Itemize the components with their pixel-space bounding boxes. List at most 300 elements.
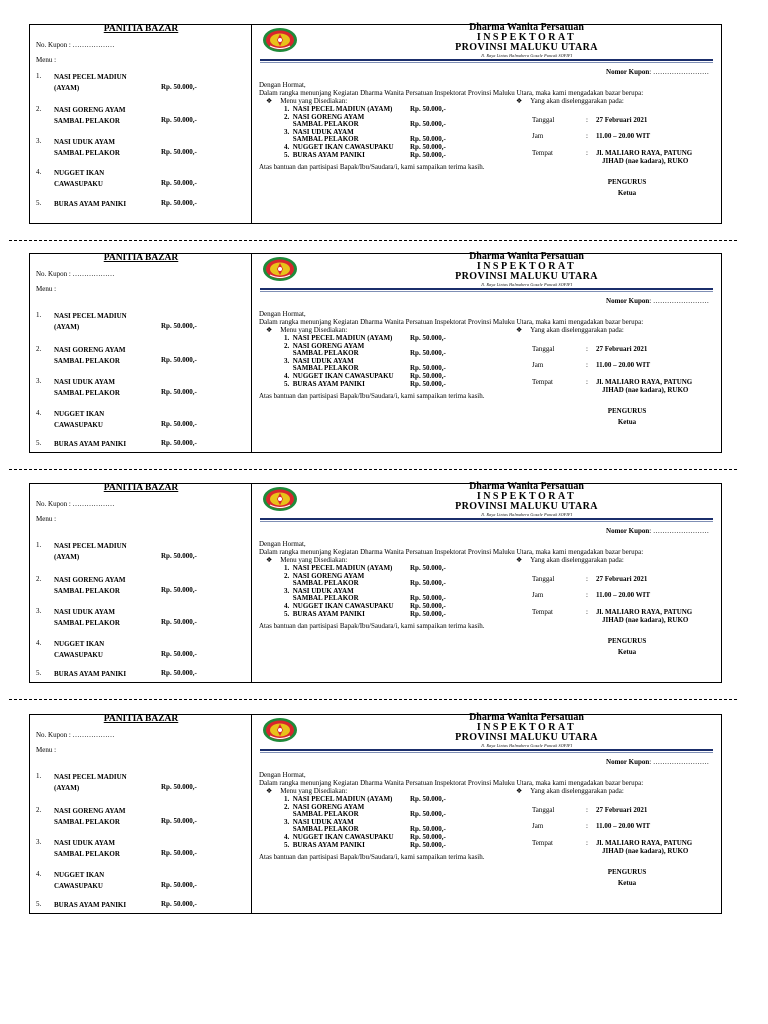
bazar-coupon-1: [29, 24, 722, 224]
greeting: [259, 771, 643, 787]
place-value: [596, 608, 692, 624]
stub-item-number: 3.: [36, 377, 42, 385]
stub-item-name-line-1: NUGGET IKAN: [54, 169, 105, 177]
org-name: Dharma Wanita Persatuan: [469, 712, 584, 723]
place-colon: :: [586, 608, 588, 616]
header-rule: [260, 749, 713, 751]
place-line-1: Jl. MALIARO RAYA, PATUNG: [596, 149, 693, 157]
diamond-bullet-icon: ❖: [516, 787, 523, 795]
stub-item-name-line-2: CAWASUPAKU: [54, 651, 103, 659]
org-unit: INSPEKTORAT: [476, 261, 577, 272]
diamond-bullet-icon: ❖: [516, 326, 523, 334]
time-colon: :: [586, 591, 588, 599]
coupon-stub: [30, 254, 252, 452]
date-label: Tanggal: [532, 806, 555, 814]
org-province: PROVINSI MALUKU UTARA: [455, 732, 598, 743]
stub-item-price: Rp. 50.000,-: [161, 148, 197, 156]
stub-item-name: [54, 870, 104, 892]
stub-item-name: [54, 311, 127, 333]
stub-item-price: Rp. 50.000,-: [161, 179, 197, 187]
stub-coupon-number: No. Kupon : ………………: [36, 41, 115, 49]
event-heading-text: Yang akan diselenggarakan pada:: [530, 556, 624, 564]
time-label: Jam: [532, 132, 544, 140]
stub-item-name: [54, 199, 126, 210]
greeting: [259, 81, 643, 97]
diamond-bullet-icon: ❖: [266, 787, 273, 795]
event-heading: [516, 787, 624, 795]
stub-item-name-line-1: NASI UDUK AYAM: [54, 608, 115, 616]
coupon-body: [252, 712, 721, 913]
stub-item-name-line-2: SAMBAL PELAKOR: [54, 818, 120, 826]
place-colon: :: [586, 378, 588, 386]
coupon-number: [606, 297, 709, 305]
stub-menu-label: Menu :: [36, 746, 57, 754]
header-rule: [260, 288, 713, 290]
stub-item-name-line-1: NUGGET IKAN: [54, 410, 105, 418]
signature-block: [582, 867, 672, 889]
bazar-coupon-2: [29, 253, 722, 453]
menu-line-text: 4. NUGGET IKAN CAWASUPAKU: [284, 833, 394, 841]
coupon-body: [252, 251, 721, 452]
menu-line-text: 1. NASI PECEL MADIUN (AYAM): [284, 564, 393, 572]
time-colon: :: [586, 822, 588, 830]
menu-heading-text: Menu yang Disediakan:: [280, 556, 348, 564]
event-heading-text: Yang akan diselenggarakan pada:: [530, 97, 624, 105]
stub-title: PANITIA BAZAR: [103, 483, 179, 493]
stub-item-price: Rp. 50.000,-: [161, 669, 197, 677]
place-line-1: Jl. MALIARO RAYA, PATUNG: [596, 839, 693, 847]
stub-item-name-line-1: NASI GORENG AYAM: [54, 807, 126, 815]
stub-item-number: 1.: [36, 72, 42, 80]
menu-line-price: Rp. 50.000,-: [410, 150, 446, 159]
coupon-number-value: : ……………………: [649, 68, 709, 76]
stub-item-name: [54, 772, 127, 794]
salutation: Dengan Hormat,: [259, 310, 306, 318]
menu-line-price: Rp. 50.000,-: [410, 105, 446, 113]
stub-item-number: 4.: [36, 870, 42, 878]
stub-item-name: [54, 137, 120, 159]
stub-item-number: 1.: [36, 541, 42, 549]
stub-item-name-line-2: CAWASUPAKU: [54, 882, 103, 890]
coupon-number-value: : ……………………: [649, 758, 709, 766]
date-label: Tanggal: [532, 575, 555, 583]
stub-item-name-line-2: SAMBAL PELAKOR: [54, 117, 120, 125]
stub-item-name: [54, 838, 120, 860]
org-name: Dharma Wanita Persatuan: [469, 251, 584, 262]
stub-item-number: 4.: [36, 168, 42, 176]
place-value: [596, 839, 692, 855]
stub-item-price: Rp. 50.000,-: [161, 881, 197, 889]
menu-line-text: SAMBAL PELAKOR: [284, 825, 359, 834]
menu-heading-text: Menu yang Disediakan:: [280, 787, 348, 795]
stub-item-name: [54, 639, 104, 661]
header-rule-thin: [260, 521, 713, 522]
dharma-wanita-emblem-icon: [262, 486, 298, 512]
stub-item-price: Rp. 50.000,-: [161, 552, 197, 560]
menu-line-text: 3. NASI UDUK AYAM: [284, 586, 354, 595]
coupon-number-value: : ……………………: [649, 527, 709, 535]
stub-coupon-number: No. Kupon : ………………: [36, 270, 115, 278]
time-label: Jam: [532, 361, 544, 369]
stub-item-name: [54, 345, 125, 367]
menu-line-price: Rp. 50.000,-: [410, 143, 446, 151]
stub-item-price: Rp. 50.000,-: [161, 900, 197, 908]
stub-item-name: [54, 409, 104, 431]
stub-item-name-line-1: NASI GORENG AYAM: [54, 106, 126, 114]
header-rule-thin: [260, 291, 713, 292]
stub-item-name: [54, 607, 120, 629]
date-colon: :: [586, 575, 588, 583]
stub-item-name-line-2: SAMBAL PELAKOR: [54, 850, 120, 858]
bazar-coupon-4: [29, 714, 722, 914]
stub-item-number: 5.: [36, 900, 42, 908]
stub-item-name-line-1: BURAS AYAM PANIKI: [54, 440, 127, 448]
date-colon: :: [586, 345, 588, 353]
menu-line-text: 4. NUGGET IKAN CAWASUPAKU: [284, 143, 394, 151]
stub-item-price: Rp. 50.000,-: [161, 849, 197, 857]
stub-item-price: Rp. 50.000,-: [161, 420, 197, 428]
place-line-2: JIHAD (nae kadara), RUKO: [602, 157, 689, 165]
place-line-1: Jl. MALIARO RAYA, PATUNG: [596, 378, 693, 386]
stub-item-number: 2.: [36, 806, 42, 814]
stub-item-name-line-1: NUGGET IKAN: [54, 640, 105, 648]
menu-line-text: SAMBAL PELAKOR: [284, 579, 359, 588]
org-province: PROVINSI MALUKU UTARA: [455, 271, 598, 282]
place-label: Tempat: [532, 839, 553, 847]
stub-item-name-line-1: BURAS AYAM PANIKI: [54, 200, 127, 208]
signature-block: [582, 177, 672, 199]
time-colon: :: [586, 132, 588, 140]
place-label: Tempat: [532, 149, 553, 157]
stub-item-number: 3.: [36, 607, 42, 615]
stub-menu-label: Menu :: [36, 515, 57, 523]
date-colon: :: [586, 116, 588, 124]
stub-item-price: Rp. 50.000,-: [161, 322, 197, 330]
stub-item-name-line-1: BURAS AYAM PANIKI: [54, 670, 127, 678]
stub-item-name-line-2: CAWASUPAKU: [54, 421, 103, 429]
menu-line-text: SAMBAL PELAKOR: [284, 810, 359, 819]
org-name: Dharma Wanita Persatuan: [469, 22, 584, 33]
menu-line-price: Rp. 50.000,-: [410, 594, 446, 603]
menu-line-price: Rp. 50.000,-: [410, 364, 446, 373]
stub-item-price: Rp. 50.000,-: [161, 199, 197, 207]
place-colon: :: [586, 149, 588, 157]
menu-line-text: 1. NASI PECEL MADIUN (AYAM): [284, 105, 393, 113]
stub-item-number: 1.: [36, 311, 42, 319]
salutation: Dengan Hormat,: [259, 81, 306, 89]
thanks-text: Atas bantuan dan partisipasi Bapak/Ibu/Saudara/i, kami sampaikan terima kasih.: [259, 622, 485, 630]
dharma-wanita-emblem-icon: [262, 27, 298, 53]
stub-item-name-line-2: (AYAM): [54, 84, 80, 92]
menu-line-text: SAMBAL PELAKOR: [284, 364, 359, 373]
coupon-number: [606, 527, 709, 535]
date-label: Tanggal: [532, 116, 555, 124]
menu-line-text: 1. NASI PECEL MADIUN (AYAM): [284, 795, 393, 803]
coupon-number-label: Nomor Kupon: [606, 758, 650, 766]
menu-line-price: Rp. 50.000,-: [410, 602, 446, 610]
org-address: Jl. Raya Lintas Halmahera Gosale Puncak SOFIFI: [480, 53, 573, 58]
time-label: Jam: [532, 822, 544, 830]
chair-label: Ketua: [617, 189, 637, 197]
committee-label: PENGURUS: [607, 637, 647, 645]
stub-item-name-line-1: NASI PECEL MADIUN: [54, 773, 127, 781]
menu-line-text: 5. BURAS AYAM PANIKI: [284, 150, 365, 159]
menu-line-text: 5. BURAS AYAM PANIKI: [284, 609, 365, 618]
chair-label: Ketua: [617, 648, 637, 656]
stub-item-price: Rp. 50.000,-: [161, 356, 197, 364]
diamond-bullet-icon: ❖: [266, 556, 273, 564]
stub-item-number: 5.: [36, 199, 42, 207]
menu-line-price: Rp. 50.000,-: [410, 564, 446, 572]
diamond-bullet-icon: ❖: [266, 97, 273, 105]
coupon-body: [252, 481, 721, 682]
place-colon: :: [586, 839, 588, 847]
stub-item-name-line-1: NASI PECEL MADIUN: [54, 312, 127, 320]
stub-item-number: 4.: [36, 409, 42, 417]
signature-block: [582, 406, 672, 428]
menu-line-text: 2. NASI GORENG AYAM: [284, 802, 365, 811]
menu-line-price: Rp. 50.000,-: [410, 379, 446, 388]
organization-header: [332, 252, 721, 288]
menu-line-text: SAMBAL PELAKOR: [284, 120, 359, 129]
stub-item-name-line-1: NASI GORENG AYAM: [54, 576, 126, 584]
thanks-text: Atas bantuan dan partisipasi Bapak/Ibu/Saudara/i, kami sampaikan terima kasih.: [259, 163, 485, 171]
org-unit: INSPEKTORAT: [476, 722, 577, 733]
menu-line-price: Rp. 50.000,-: [410, 120, 446, 129]
stub-item-number: 5.: [36, 439, 42, 447]
stub-item-price: Rp. 50.000,-: [161, 650, 197, 658]
menu-line-text: SAMBAL PELAKOR: [284, 594, 359, 603]
menu-line-text: 5. BURAS AYAM PANIKI: [284, 379, 365, 388]
dharma-wanita-emblem-icon: [262, 256, 298, 282]
header-rule: [260, 518, 713, 520]
chair-label: Ketua: [617, 418, 637, 426]
stub-item-name: [54, 669, 126, 680]
cut-line: [9, 469, 737, 470]
stub-item-name-line-1: NUGGET IKAN: [54, 871, 105, 879]
menu-heading: [266, 97, 347, 105]
bazar-coupon-3: [29, 483, 722, 683]
coupon-number-label: Nomor Kupon: [606, 527, 650, 535]
committee-label: PENGURUS: [607, 407, 647, 415]
place-line-1: Jl. MALIARO RAYA, PATUNG: [596, 608, 693, 616]
stub-item-number: 5.: [36, 669, 42, 677]
committee-label: PENGURUS: [607, 178, 647, 186]
stub-item-name-line-2: SAMBAL PELAKOR: [54, 619, 120, 627]
time-value: 11.00 – 20.00 WIT: [596, 822, 651, 830]
committee-label: PENGURUS: [607, 868, 647, 876]
menu-line-price: Rp. 50.000,-: [410, 372, 446, 380]
coupon-stub: [30, 715, 252, 913]
menu-line-text: SAMBAL PELAKOR: [284, 135, 359, 144]
coupon-body: [252, 22, 721, 223]
event-heading-text: Yang akan diselenggarakan pada:: [530, 787, 624, 795]
menu-line-text: 3. NASI UDUK AYAM: [284, 817, 354, 826]
menu-line-text: SAMBAL PELAKOR: [284, 349, 359, 358]
coupon-number: [606, 68, 709, 76]
stub-item-price: Rp. 50.000,-: [161, 817, 197, 825]
intro-text: Dalam rangka menunjang Kegiatan Dharma Wanita Persatuan Inspektorat Provinsi Maluku Utara, maka kami mengadakan bazar berupa:: [259, 318, 644, 326]
stub-item-price: Rp. 50.000,-: [161, 388, 197, 396]
stub-title: PANITIA BAZAR: [103, 253, 179, 263]
place-line-2: JIHAD (nae kadara), RUKO: [602, 847, 689, 855]
stub-item-name-line-1: NASI UDUK AYAM: [54, 378, 115, 386]
stub-coupon-number: No. Kupon : ………………: [36, 731, 115, 739]
org-unit: INSPEKTORAT: [476, 32, 577, 43]
date-value: 27 Februari 2021: [596, 116, 648, 124]
diamond-bullet-icon: ❖: [266, 326, 273, 334]
event-heading: [516, 97, 624, 105]
stub-item-number: 3.: [36, 137, 42, 145]
org-address: Jl. Raya Lintas Halmahera Gosale Puncak SOFIFI: [480, 512, 573, 517]
intro-text: Dalam rangka menunjang Kegiatan Dharma Wanita Persatuan Inspektorat Provinsi Maluku Utara, maka kami mengadakan bazar berupa:: [259, 548, 644, 556]
menu-line-price: Rp. 50.000,-: [410, 579, 446, 588]
chair-label: Ketua: [617, 879, 637, 887]
stub-item-number: 3.: [36, 838, 42, 846]
stub-item-number: 1.: [36, 772, 42, 780]
intro-text: Dalam rangka menunjang Kegiatan Dharma Wanita Persatuan Inspektorat Provinsi Maluku Utara, maka kami mengadakan bazar berupa:: [259, 89, 644, 97]
org-address: Jl. Raya Lintas Halmahera Gosale Puncak SOFIFI: [480, 743, 573, 748]
stub-item-name-line-2: SAMBAL PELAKOR: [54, 149, 120, 157]
event-heading: [516, 326, 624, 334]
stub-item-number: 2.: [36, 345, 42, 353]
stub-item-name: [54, 377, 120, 399]
stub-item-name-line-1: NASI GORENG AYAM: [54, 346, 126, 354]
dharma-wanita-emblem-icon: [262, 717, 298, 743]
org-province: PROVINSI MALUKU UTARA: [455, 42, 598, 53]
cut-line: [9, 699, 737, 700]
salutation: Dengan Hormat,: [259, 771, 306, 779]
stub-item-name: [54, 105, 125, 127]
menu-line-text: 4. NUGGET IKAN CAWASUPAKU: [284, 602, 394, 610]
intro-text: Dalam rangka menunjang Kegiatan Dharma Wanita Persatuan Inspektorat Provinsi Maluku Utara, maka kami mengadakan bazar berupa:: [259, 779, 644, 787]
salutation: Dengan Hormat,: [259, 540, 306, 548]
header-rule: [260, 59, 713, 61]
menu-line-price: Rp. 50.000,-: [410, 795, 446, 803]
stub-item-name: [54, 900, 126, 911]
coupon-stub: [30, 484, 252, 682]
stub-item-name-line-2: CAWASUPAKU: [54, 180, 103, 188]
menu-line-price: Rp. 50.000,-: [410, 825, 446, 834]
stub-item-price: Rp. 50.000,-: [161, 783, 197, 791]
stub-item-name-line-1: NASI PECEL MADIUN: [54, 73, 127, 81]
menu-line-price: Rp. 50.000,-: [410, 810, 446, 819]
org-address: Jl. Raya Lintas Halmahera Gosale Puncak SOFIFI: [480, 282, 573, 287]
organization-header: [332, 23, 721, 59]
stub-item-number: 2.: [36, 105, 42, 113]
time-colon: :: [586, 361, 588, 369]
org-name: Dharma Wanita Persatuan: [469, 481, 584, 492]
greeting: [259, 540, 643, 556]
stub-item-name: [54, 439, 126, 450]
time-value: 11.00 – 20.00 WIT: [596, 132, 651, 140]
menu-heading-text: Menu yang Disediakan:: [280, 97, 348, 105]
menu-line-price: Rp. 50.000,-: [410, 609, 446, 618]
cut-line: [9, 240, 737, 241]
diamond-bullet-icon: ❖: [516, 556, 523, 564]
menu-line-price: Rp. 50.000,-: [410, 840, 446, 849]
stub-item-price: Rp. 50.000,-: [161, 83, 197, 91]
stub-item-name-line-2: (AYAM): [54, 323, 80, 331]
menu-line-price: Rp. 50.000,-: [410, 135, 446, 144]
menu-line-price: Rp. 50.000,-: [410, 349, 446, 358]
stub-item-price: Rp. 50.000,-: [161, 439, 197, 447]
stub-title: PANITIA BAZAR: [103, 714, 179, 724]
thanks-text: Atas bantuan dan partisipasi Bapak/Ibu/Saudara/i, kami sampaikan terima kasih.: [259, 853, 485, 861]
organization-header: [332, 482, 721, 518]
stub-item-price: Rp. 50.000,-: [161, 618, 197, 626]
header-rule-thin: [260, 62, 713, 63]
place-line-2: JIHAD (nae kadara), RUKO: [602, 616, 689, 624]
date-label: Tanggal: [532, 345, 555, 353]
stub-item-name-line-2: SAMBAL PELAKOR: [54, 389, 120, 397]
menu-line-text: 2. NASI GORENG AYAM: [284, 112, 365, 121]
stub-item-name-line-1: NASI UDUK AYAM: [54, 839, 115, 847]
stub-item-name: [54, 72, 127, 94]
stub-menu-label: Menu :: [36, 285, 57, 293]
stub-item-number: 4.: [36, 639, 42, 647]
menu-line-text: 5. BURAS AYAM PANIKI: [284, 840, 365, 849]
date-value: 27 Februari 2021: [596, 806, 648, 814]
stub-item-name: [54, 575, 125, 597]
header-rule-thin: [260, 752, 713, 753]
place-value: [596, 378, 692, 394]
coupon-number-label: Nomor Kupon: [606, 297, 650, 305]
signature-block: [582, 636, 672, 658]
menu-heading: [266, 787, 347, 795]
stub-item-name-line-2: SAMBAL PELAKOR: [54, 587, 120, 595]
menu-line-text: 1. NASI PECEL MADIUN (AYAM): [284, 334, 393, 342]
coupon-number: [606, 758, 709, 766]
stub-item-number: 2.: [36, 575, 42, 583]
stub-item-name: [54, 168, 104, 190]
date-value: 27 Februari 2021: [596, 575, 648, 583]
stub-item-name-line-2: SAMBAL PELAKOR: [54, 357, 120, 365]
stub-item-name-line-1: NASI UDUK AYAM: [54, 138, 115, 146]
menu-line-price: Rp. 50.000,-: [410, 833, 446, 841]
greeting: [259, 310, 643, 326]
event-heading-text: Yang akan diselenggarakan pada:: [530, 326, 624, 334]
stub-item-price: Rp. 50.000,-: [161, 116, 197, 124]
stub-title: PANITIA BAZAR: [103, 24, 179, 34]
stub-item-name-line-2: (AYAM): [54, 553, 80, 561]
place-line-2: JIHAD (nae kadara), RUKO: [602, 386, 689, 394]
place-value: [596, 149, 692, 165]
place-label: Tempat: [532, 378, 553, 386]
stub-item-name: [54, 541, 127, 563]
stub-item-price: Rp. 50.000,-: [161, 586, 197, 594]
stub-item-name-line-1: BURAS AYAM PANIKI: [54, 901, 127, 909]
coupon-number-label: Nomor Kupon: [606, 68, 650, 76]
event-heading: [516, 556, 624, 564]
menu-line-text: 2. NASI GORENG AYAM: [284, 571, 365, 580]
date-value: 27 Februari 2021: [596, 345, 648, 353]
place-label: Tempat: [532, 608, 553, 616]
time-label: Jam: [532, 591, 544, 599]
diamond-bullet-icon: ❖: [516, 97, 523, 105]
time-value: 11.00 – 20.00 WIT: [596, 361, 651, 369]
date-colon: :: [586, 806, 588, 814]
menu-heading: [266, 556, 347, 564]
stub-coupon-number: No. Kupon : ………………: [36, 500, 115, 508]
stub-menu-label: Menu :: [36, 56, 57, 64]
organization-header: [332, 713, 721, 749]
coupon-stub: [30, 25, 252, 223]
menu-line-text: 3. NASI UDUK AYAM: [284, 356, 354, 365]
stub-item-name-line-1: NASI PECEL MADIUN: [54, 542, 127, 550]
thanks-text: Atas bantuan dan partisipasi Bapak/Ibu/Saudara/i, kami sampaikan terima kasih.: [259, 392, 485, 400]
coupon-number-value: : ……………………: [649, 297, 709, 305]
